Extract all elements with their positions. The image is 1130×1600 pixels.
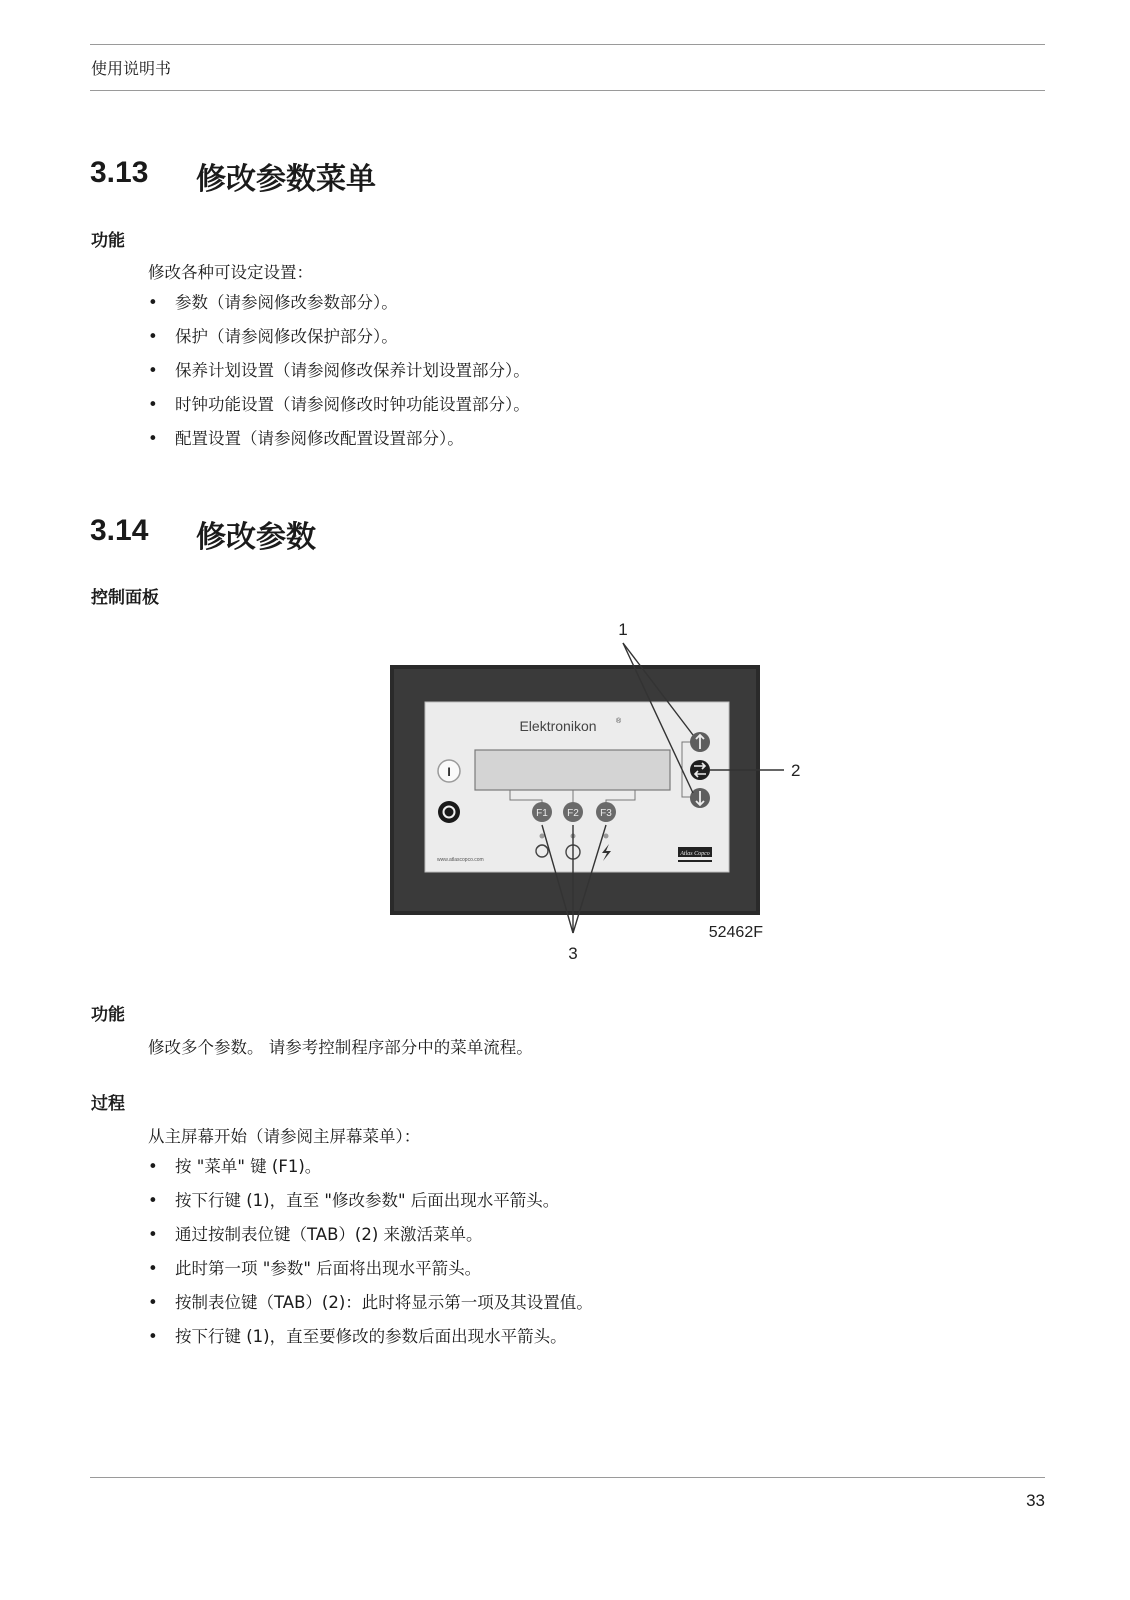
- page-number: 33: [1026, 1491, 1045, 1510]
- list-item: • 通过按制表位键（TAB）(2) 来激活菜单。: [148, 1218, 593, 1252]
- website-label: www.atlascopco.com: [437, 857, 484, 863]
- svg-text:Atlas Copco: Atlas Copco: [680, 851, 710, 857]
- footer-rule: [90, 1477, 1045, 1478]
- process-heading: 过程: [91, 1094, 125, 1114]
- list-item: • 此时第一项 "参数" 后面将出现水平箭头。: [148, 1252, 593, 1286]
- callout-2: 2: [791, 761, 801, 780]
- lcd-display: [475, 750, 670, 790]
- list-item: • 保护（请参阅修改保护部分）。: [148, 320, 530, 354]
- process-bullet-list: [148, 1150, 593, 1354]
- section-3-14-number: 3.14: [90, 514, 149, 547]
- list-item: • 保养计划设置（请参阅修改保养计划设置部分）。: [148, 354, 530, 388]
- list-item: • 按下行键 (1)，直至要修改的参数后面出现水平箭头。: [148, 1320, 593, 1354]
- section-3-13-number: 3.13: [90, 156, 149, 189]
- control-panel-illustration: [380, 615, 830, 975]
- section-3-14-function-heading: 功能: [91, 1005, 125, 1025]
- list-item: • 参数（请参阅修改参数部分）。: [148, 286, 530, 320]
- stop-button: [438, 801, 460, 823]
- list-item: • 按 "菜单" 键 (F1)。: [148, 1150, 593, 1184]
- control-panel-heading: 控制面板: [91, 588, 159, 608]
- brand-label: Elektronikon: [519, 718, 597, 734]
- section-3-13-function-heading: 功能: [91, 231, 125, 251]
- header-bottom-rule: [90, 90, 1045, 91]
- start-button-label: I: [447, 765, 451, 779]
- section-3-13-title: 修改参数菜单: [196, 162, 376, 197]
- f1-key-label: F1: [536, 808, 548, 819]
- brand-registered-mark: ®: [616, 718, 622, 725]
- section-3-14-title: 修改参数: [196, 520, 316, 555]
- section-3-13-intro: 修改各种可设定设置：: [148, 263, 313, 282]
- f3-key-label: F3: [600, 808, 612, 819]
- list-item: • 按制表位键（TAB）(2)：此时将显示第一项及其设置值。: [148, 1286, 593, 1320]
- callout-1: 1: [618, 620, 628, 639]
- section-3-13-bullet-list: [148, 286, 530, 456]
- list-item: • 时钟功能设置（请参阅修改时钟功能设置部分）。: [148, 388, 530, 422]
- figure-code: 52462F: [708, 924, 763, 941]
- callout-3: 3: [568, 944, 578, 963]
- control-panel-figure: [380, 615, 830, 975]
- tab-key: [690, 760, 710, 780]
- process-intro: 从主屏幕开始（请参阅主屏幕菜单）：: [148, 1127, 421, 1146]
- section-3-14-function-text: 修改多个参数。 请参考控制程序部分中的菜单流程。: [148, 1038, 533, 1057]
- document-header-title: 使用说明书: [91, 59, 172, 78]
- header-top-rule: [90, 44, 1045, 45]
- list-item: • 配置设置（请参阅修改配置设置部分）。: [148, 422, 530, 456]
- f2-key-label: F2: [567, 808, 579, 819]
- list-item: • 按下行键 (1)，直至 "修改参数" 后面出现水平箭头。: [148, 1184, 593, 1218]
